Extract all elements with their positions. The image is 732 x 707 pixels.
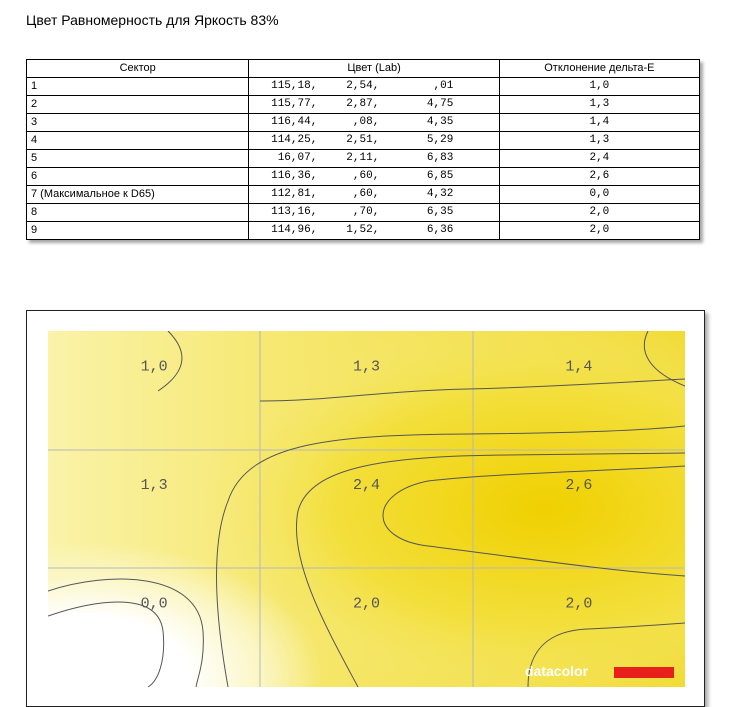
lab-cell (249, 114, 499, 132)
lab-l: 16,07, (277, 152, 318, 164)
lab-l: 115,77, (271, 98, 318, 110)
lab-a: 2,51, (346, 134, 380, 146)
lab-a: ,60, (352, 188, 380, 200)
delta-e-cell: 2,4 (499, 150, 699, 168)
delta-e-cell: 1,3 (499, 132, 699, 150)
header-color-lab: Цвет (Lab) (249, 60, 499, 78)
lab-cell (249, 96, 499, 114)
table-row (27, 150, 700, 168)
lab-l: 114,25, (271, 134, 318, 146)
uniformity-heatmap-svg (48, 331, 685, 687)
cell-value-label: 0,0 (140, 595, 168, 613)
table-row (27, 132, 700, 150)
sector-cell: 3 (27, 114, 249, 132)
table-row (27, 114, 700, 132)
lab-l: 113,16, (271, 206, 318, 218)
sector-cell: 5 (27, 150, 249, 168)
lab-b: 4,35 (426, 116, 454, 128)
table-row (27, 168, 700, 186)
cell-value-label: 1,3 (140, 477, 168, 494)
datacolor-logo (523, 661, 674, 681)
lab-b: 6,36 (426, 224, 454, 236)
lab-b: 4,32 (426, 188, 454, 200)
delta-e-cell: 1,3 (499, 96, 699, 114)
table-row (27, 204, 700, 222)
sector-cell: 9 (27, 222, 249, 240)
table-row (27, 222, 700, 240)
lab-cell (249, 204, 499, 222)
lab-a: ,08, (352, 116, 380, 128)
sector-cell: 8 (27, 204, 249, 222)
sector-cell: 2 (27, 96, 249, 114)
page-title: Цвет Равномерность для Яркость 83% (26, 12, 279, 28)
cell-value-label: 2,6 (565, 477, 593, 494)
lab-cell (249, 78, 499, 96)
delta-e-cell: 0,0 (499, 186, 699, 204)
lab-a: ,60, (352, 170, 380, 182)
lab-a: 2,87, (346, 98, 380, 110)
lab-l: 112,81, (271, 188, 318, 200)
lab-b: 6,85 (426, 170, 454, 182)
delta-e-cell: 2,6 (499, 168, 699, 186)
lab-b: 4,75 (426, 98, 454, 110)
uniformity-map (26, 310, 705, 707)
delta-e-cell: 2,0 (499, 204, 699, 222)
delta-e-cell: 1,4 (499, 114, 699, 132)
delta-e-cell: 1,0 (499, 78, 699, 96)
lab-l: 116,44, (271, 116, 318, 128)
cell-value-label: 1,3 (352, 358, 381, 376)
uniformity-table (26, 59, 700, 240)
sector-cell: 6 (27, 168, 249, 186)
logo-bar (614, 667, 674, 678)
cell-value-label: 2,4 (352, 477, 381, 494)
lab-a: ,70, (352, 206, 380, 218)
lab-cell (249, 222, 499, 240)
sector-cell: 7 (Максимальное к D65) (27, 186, 249, 204)
cell-value-label: 1,4 (565, 358, 593, 376)
logo-text: datacolor (525, 663, 589, 679)
lab-b: ,01 (433, 80, 454, 92)
lab-cell (249, 168, 499, 186)
header-sector: Сектор (27, 60, 249, 78)
lab-a: 2,54, (346, 80, 380, 92)
table-row (27, 78, 700, 96)
lab-cell (249, 150, 499, 168)
sector-cell: 4 (27, 132, 249, 150)
lab-b: 6,83 (426, 152, 454, 164)
lab-a: 2,11, (346, 152, 380, 164)
lab-l: 115,18, (271, 80, 318, 92)
cell-value-label: 1,0 (140, 358, 168, 376)
lab-b: 6,35 (426, 206, 454, 218)
cell-value-label: 2,0 (352, 595, 381, 613)
sector-cell: 1 (27, 78, 249, 96)
lab-l: 116,36, (271, 170, 318, 182)
header-delta-e: Отклонение дельта-E (499, 60, 699, 78)
delta-e-cell: 2,0 (499, 222, 699, 240)
lab-a: 1,52, (346, 224, 380, 236)
lab-cell (249, 186, 499, 204)
cell-value-label: 2,0 (565, 595, 593, 613)
lab-cell (249, 132, 499, 150)
table-row (27, 96, 700, 114)
lab-l: 114,96, (271, 224, 318, 236)
lab-b: 5,29 (426, 134, 454, 146)
table-row (27, 186, 700, 204)
